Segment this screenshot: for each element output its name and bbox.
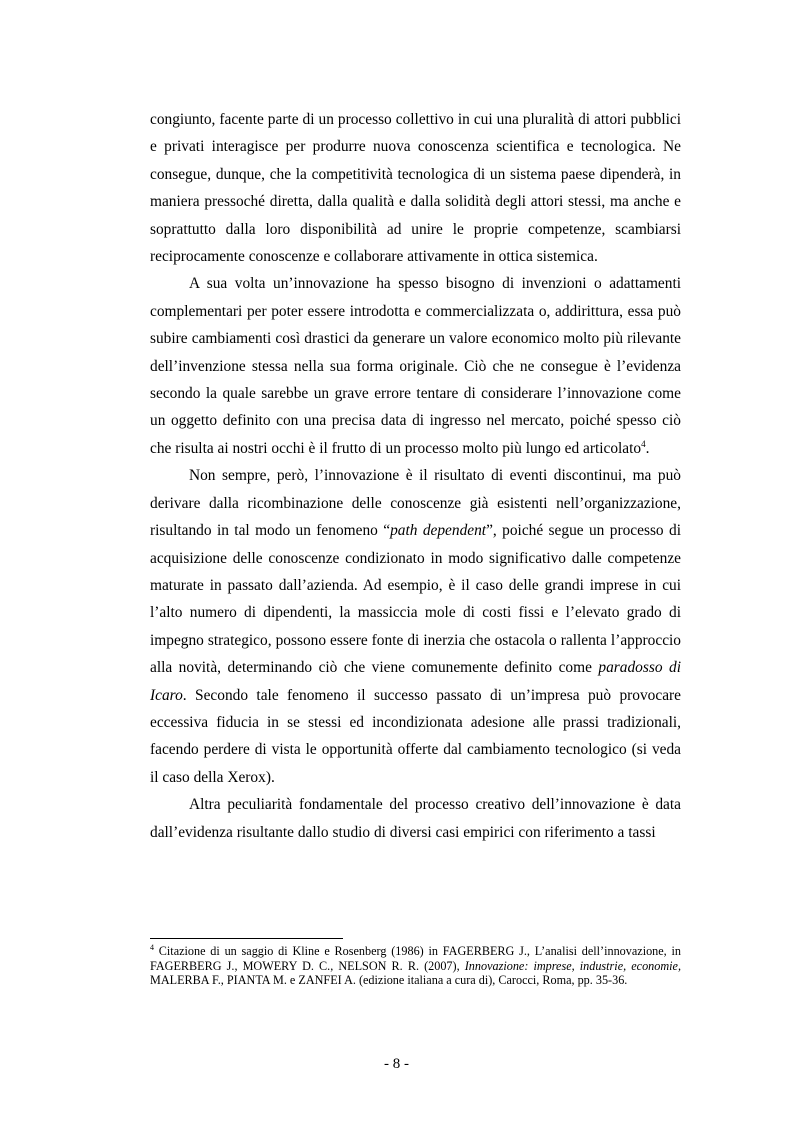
footnote-divider	[150, 938, 343, 939]
paragraph-1: congiunto, facente parte di un processo collettivo in cui una pluralità di attori pubblici e privati interagisce per produrre nuova conoscenza scientifica e tecnologica. Ne consegue, dunque, che la competitività tecnologica di un sistema paese dipenderà, in maniera pressoché diretta, dalla qualità e dalla solidità degli attori stessi, ma anche e soprattutto dalla loro disponibilità ad unire le proprie competenze, scambiarsi reciprocamente conoscenze e collaborare attivamente in ottica sistemica.	[150, 111, 681, 266]
footnote-reference[interactable]: 4	[641, 438, 646, 449]
italic-term-paradosso-di-icaro: paradosso di Icaro	[150, 659, 681, 704]
footnote-number: 4	[150, 942, 154, 952]
footnote-book-title: Innovazione: imprese, industrie, economie,	[464, 958, 681, 973]
paragraph-3: Non sempre, però, l’innovazione è il risultato di eventi discontinui, ma può derivare dalla ricombinazione delle conoscenze già esistenti nell’organizzazione, risultando in tal modo un fenomeno “path dependent”, poiché segue un processo di acquisizione delle conoscenze condizionato in modo significativo dalle competenze maturate in passato dall’azienda. Ad esempio, è il caso delle grandi imprese in cui l’alto numero di dipendenti, la massiccia mole di costi fissi e l’elevato grado di impegno strategico, possono essere fonte di inerzia che ostacola o rallenta l’approccio alla novità, determinando ciò che viene comunemente definito come paradosso di Icaro. Secondo tale fenomeno il successo passato di un’impresa può provocare eccessiva fiducia in se stessi ed incondizionata adesione alle prassi tradizionali, facendo perdere di vista le opportunità offerte dal cambiamento tecnologico (si veda il caso della Xerox).	[150, 467, 681, 786]
paragraph-2: A sua volta un’innovazione ha spesso bisogno di invenzioni o adattamenti complementari per poter essere introdotta e commercializzata o, addirittura, essa può subire cambiamenti così drastici da generare un valore economico molto più rilevante dell’invenzione stessa nella sua forma originale. Ciò che ne consegue è l’evidenza secondo la quale sarebbe un grave errore tentare di considerare l’innovazione come un oggetto definito con una precisa data di ingresso nel mercato, poiché spesso ciò che risulta ai nostri occhi è il frutto di un processo molto più lungo ed articolato$^4$.	[150, 275, 681, 457]
footnote: $^4$ Citazione di un saggio di Kline e Rosenberg (1986) in FAGERBERG J., L’analisi dell’innovazione, in FAGERBERG J., MOWERY D. C., NELSON R. R. (2007), Innovazione: imprese, industrie, economie, MALERBA F., PIANTA M. e ZANFEI A. (edizione italiana a cura di), Carocci, Roma, pp. 35-36.	[150, 942, 681, 988]
body-text	[150, 106, 681, 846]
italic-term-path-dependent: path dependent	[390, 522, 487, 540]
paragraph-4: Altra peculiarità fondamentale del processo creativo dell’innovazione è data dall’evidenza risultante dallo studio di diversi casi empirici con riferimento a tassi	[150, 796, 681, 841]
page-number: - 8 -	[384, 1056, 409, 1072]
